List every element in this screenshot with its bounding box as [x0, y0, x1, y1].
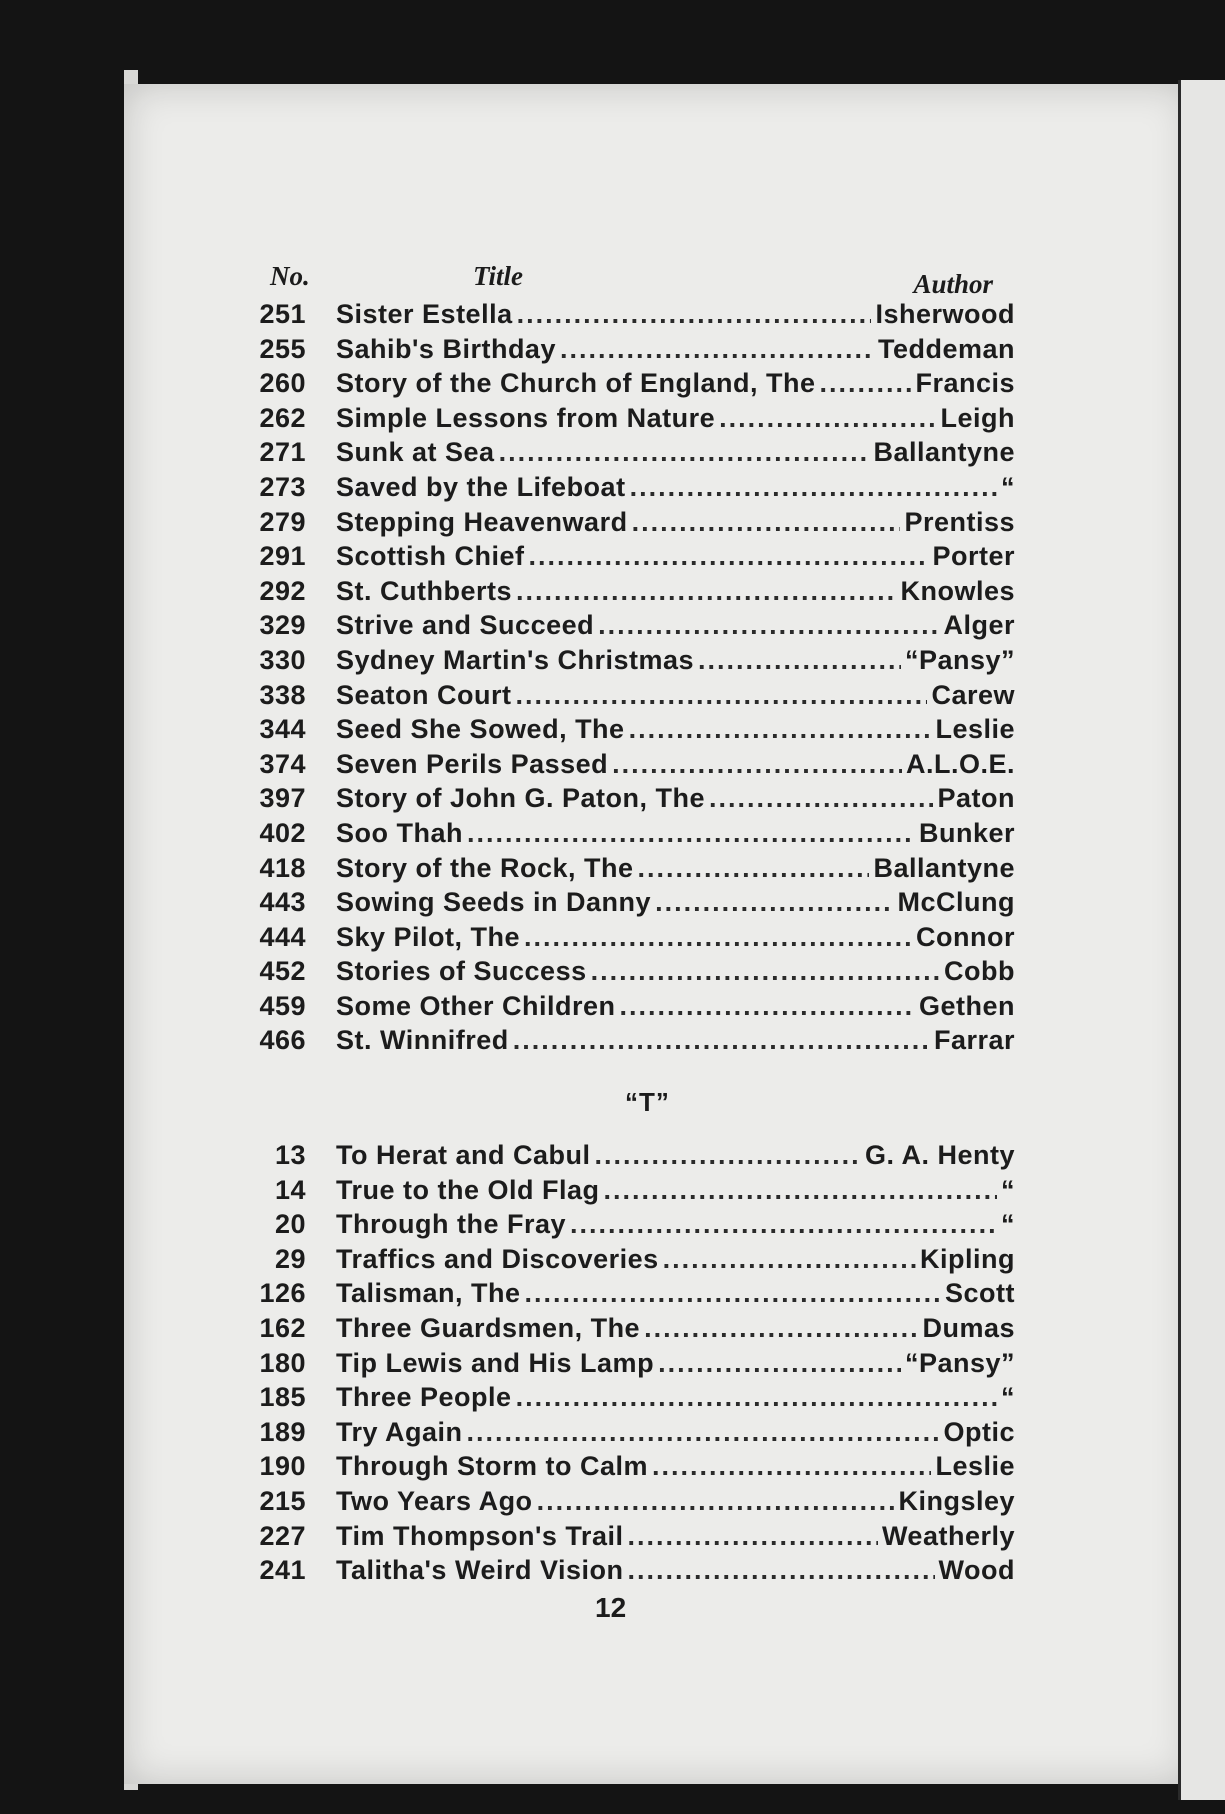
- entry-number: 255: [259, 333, 306, 364]
- page-number: 12: [595, 1592, 627, 1623]
- dot-leader: [655, 887, 893, 918]
- catalog-entry: [240, 853, 1015, 888]
- catalog-entry: [240, 818, 1015, 853]
- catalog-entry: [240, 991, 1015, 1026]
- entry-title: Through the Fray: [336, 1209, 566, 1240]
- entry-number: 338: [259, 679, 306, 710]
- entry-title: St. Winnifred: [336, 1025, 509, 1056]
- entry-author: “Pansy”: [904, 1347, 1015, 1378]
- entry-number: 329: [259, 610, 306, 641]
- entry-title: Three People: [336, 1382, 512, 1413]
- entry-number: 459: [259, 990, 306, 1021]
- entry-title: Strive and Succeed: [336, 610, 595, 641]
- entry-author: Leslie: [935, 1451, 1015, 1482]
- entry-title: Sahib's Birthday: [336, 333, 556, 364]
- dot-leader: [628, 1555, 935, 1586]
- header-no: No.: [270, 261, 310, 291]
- catalog-entry: [240, 368, 1015, 403]
- entry-number: 271: [259, 437, 306, 468]
- entry-title: Story of the Rock, The: [336, 852, 634, 883]
- entry-author: Connor: [916, 921, 1015, 952]
- header-author: Author: [913, 269, 993, 299]
- dot-leader: [598, 610, 939, 641]
- dot-leader: [537, 1486, 895, 1517]
- entry-number: 418: [259, 852, 306, 883]
- catalog-entry: [240, 1244, 1015, 1279]
- entry-title: Some Other Children: [336, 990, 616, 1021]
- entry-title: Sky Pilot, The: [336, 921, 521, 952]
- entry-title: Stories of Success: [336, 956, 587, 987]
- entry-author: Leigh: [940, 402, 1015, 433]
- entry-title: Sunk at Sea: [336, 437, 495, 468]
- catalog-entry: [240, 507, 1015, 542]
- dot-leader: [560, 334, 874, 365]
- dot-leader: [663, 1244, 916, 1275]
- dot-leader: [644, 1313, 918, 1344]
- entry-title: Traffics and Discoveries: [336, 1243, 659, 1274]
- catalog-entry: [240, 437, 1015, 472]
- entry-author: Kingsley: [898, 1486, 1015, 1516]
- entry-author: Francis: [915, 368, 1015, 399]
- entry-author: Alger: [943, 610, 1015, 641]
- entry-author: Optic: [943, 1416, 1015, 1447]
- entry-title: Seaton Court: [336, 679, 512, 710]
- catalog-entry: [240, 299, 1015, 334]
- entry-title: Sydney Martin's Christmas: [336, 644, 695, 675]
- entry-number: 185: [259, 1382, 306, 1413]
- catalog-entry: [240, 645, 1015, 680]
- entry-number: 189: [259, 1416, 306, 1447]
- entry-author: Paton: [937, 783, 1015, 814]
- catalog-entry: [240, 714, 1015, 749]
- entry-author: Porter: [932, 541, 1015, 572]
- entry-title: Sister Estella: [336, 299, 513, 329]
- entry-author: Weatherly: [881, 1520, 1015, 1551]
- facing-page-edge: [1178, 80, 1225, 1800]
- catalog-entry: [240, 1313, 1015, 1348]
- entry-author: Teddeman: [877, 333, 1015, 364]
- catalog-entry: [240, 1417, 1015, 1452]
- entry-author: Gethen: [918, 990, 1015, 1021]
- entry-number: 291: [259, 541, 306, 572]
- dot-leader: [525, 1278, 941, 1309]
- entry-number: 251: [259, 299, 306, 329]
- entry-title: Stepping Heavenward: [336, 506, 628, 537]
- dot-leader: [467, 818, 915, 849]
- entry-title: To Herat and Cabul: [336, 1140, 591, 1171]
- dot-leader: [698, 645, 901, 676]
- entry-author: G. A. Henty: [864, 1140, 1015, 1171]
- dot-leader: [638, 853, 870, 884]
- section-s-list: [240, 299, 1015, 1060]
- catalog-entry: [240, 1555, 1015, 1590]
- dot-leader: [529, 541, 929, 572]
- catalog-entry: [240, 956, 1015, 991]
- catalog-entry: [240, 1451, 1015, 1486]
- dot-leader: [652, 1451, 931, 1482]
- entry-number: 292: [259, 575, 306, 606]
- entry-author: Leslie: [935, 714, 1015, 745]
- dot-leader: [709, 783, 933, 814]
- dot-leader: [629, 714, 932, 745]
- dot-leader: [524, 922, 912, 953]
- catalog-entry: [240, 922, 1015, 957]
- dot-leader: [632, 507, 901, 538]
- entry-author: “Pansy”: [904, 644, 1015, 675]
- entry-author: “: [1001, 1174, 1015, 1205]
- entry-title: St. Cuthberts: [336, 575, 513, 606]
- entry-number: 241: [259, 1555, 306, 1586]
- catalog-entry: [240, 749, 1015, 784]
- dot-leader: [516, 680, 928, 711]
- entry-title: Saved by the Lifeboat: [336, 471, 626, 502]
- entry-title: Tip Lewis and His Lamp: [336, 1347, 655, 1378]
- entry-number: 466: [259, 1025, 306, 1056]
- entry-author: “: [1001, 1382, 1015, 1413]
- entry-number: 262: [259, 402, 306, 433]
- entry-title: Sowing Seeds in Danny: [336, 887, 652, 918]
- entry-author: Prentiss: [904, 506, 1015, 537]
- entry-author: Ballantyne: [873, 852, 1015, 883]
- entry-number: 215: [259, 1486, 306, 1516]
- entry-number: 126: [259, 1278, 306, 1309]
- dot-leader: [591, 956, 940, 987]
- entry-title: Try Again: [336, 1416, 463, 1447]
- catalog-entry: [240, 1382, 1015, 1417]
- entry-number: 444: [259, 921, 306, 952]
- entry-author: Bunker: [918, 817, 1015, 848]
- entry-number: 29: [274, 1243, 306, 1274]
- section-t-list: [240, 1140, 1015, 1590]
- catalog-entry: [240, 1025, 1015, 1060]
- catalog-entry: [240, 887, 1015, 922]
- catalog-entry: [240, 1521, 1015, 1556]
- dot-leader: [820, 368, 912, 399]
- dot-leader: [595, 1140, 861, 1171]
- entry-title: Two Years Ago: [336, 1486, 533, 1516]
- entry-author: Knowles: [900, 575, 1015, 606]
- catalog-entry: [240, 1486, 1015, 1521]
- entry-author: Ballantyne: [873, 437, 1015, 468]
- entry-number: 397: [259, 783, 306, 814]
- entry-title: Through Storm to Calm: [336, 1451, 648, 1482]
- catalog-entry: [240, 1348, 1015, 1383]
- section-t-heading: “T”: [625, 1087, 670, 1118]
- entry-number: 20: [274, 1209, 306, 1240]
- entry-number: 162: [259, 1313, 306, 1344]
- entry-number: 279: [259, 506, 306, 537]
- dot-leader: [627, 1521, 877, 1552]
- entry-title: Seed She Sowed, The: [336, 714, 625, 745]
- entry-author: “: [1001, 471, 1015, 502]
- dot-leader: [517, 299, 872, 330]
- dot-leader: [658, 1348, 901, 1379]
- dot-leader: [604, 1175, 997, 1206]
- book-catalog-list: [240, 255, 1015, 1590]
- entry-author: Kipling: [920, 1243, 1015, 1274]
- entry-title: True to the Old Flag: [336, 1174, 600, 1205]
- catalog-entry: [240, 1209, 1015, 1244]
- entry-author: Carew: [931, 679, 1015, 710]
- entry-number: 273: [259, 471, 306, 502]
- entry-title: Three Guardsmen, The: [336, 1313, 641, 1344]
- entry-number: 443: [259, 887, 306, 918]
- entry-author: Dumas: [922, 1313, 1015, 1344]
- entry-number: 227: [259, 1520, 306, 1551]
- catalog-entry: [240, 472, 1015, 507]
- entry-author: Scott: [945, 1278, 1015, 1309]
- catalog-entry: [240, 1278, 1015, 1313]
- catalog-entry: [240, 610, 1015, 645]
- column-headers: [240, 255, 1015, 299]
- catalog-entry: [240, 576, 1015, 611]
- entry-number: 190: [259, 1451, 306, 1482]
- header-title: Title: [473, 261, 523, 291]
- entry-author: Cobb: [944, 956, 1015, 987]
- entry-number: 374: [259, 748, 306, 779]
- catalog-entry: [240, 334, 1015, 369]
- catalog-entry: [240, 1140, 1015, 1175]
- entry-title: Story of the Church of England, The: [336, 368, 816, 399]
- entry-author: Wood: [938, 1555, 1015, 1586]
- entry-number: 180: [259, 1347, 306, 1378]
- dot-leader: [516, 1382, 997, 1413]
- entry-title: Talitha's Weird Vision: [336, 1555, 624, 1586]
- dot-leader: [513, 1025, 930, 1056]
- entry-title: Talisman, The: [336, 1278, 521, 1309]
- catalog-entry: [240, 403, 1015, 438]
- entry-number: 344: [259, 714, 306, 745]
- dot-leader: [516, 576, 896, 607]
- entry-title: Seven Perils Passed: [336, 748, 609, 779]
- entry-author: Farrar: [933, 1025, 1015, 1056]
- entry-number: 14: [274, 1174, 306, 1205]
- dot-leader: [719, 403, 936, 434]
- catalog-entry: [240, 783, 1015, 818]
- entry-author: A.L.O.E.: [905, 748, 1015, 779]
- catalog-entry: [240, 1175, 1015, 1210]
- entry-number: 13: [274, 1140, 306, 1171]
- entry-title: Story of John G. Paton, The: [336, 783, 706, 814]
- dot-leader: [630, 472, 997, 503]
- entry-author: Isherwood: [875, 299, 1015, 329]
- dot-leader: [570, 1209, 997, 1240]
- dot-leader: [612, 749, 902, 780]
- entry-number: 402: [259, 817, 306, 848]
- entry-number: 260: [259, 368, 306, 399]
- catalog-entry: [240, 680, 1015, 715]
- entry-number: 452: [259, 956, 306, 987]
- entry-author: McClung: [897, 887, 1015, 918]
- dot-leader: [499, 437, 870, 468]
- entry-author: “: [1001, 1209, 1015, 1240]
- entry-title: Simple Lessons from Nature: [336, 402, 716, 433]
- dot-leader: [620, 991, 915, 1022]
- entry-title: Tim Thompson's Trail: [336, 1520, 624, 1551]
- dot-leader: [467, 1417, 940, 1448]
- entry-number: 330: [259, 644, 306, 675]
- entry-title: Soo Thah: [336, 817, 463, 848]
- entry-title: Scottish Chief: [336, 541, 525, 572]
- catalog-entry: [240, 541, 1015, 576]
